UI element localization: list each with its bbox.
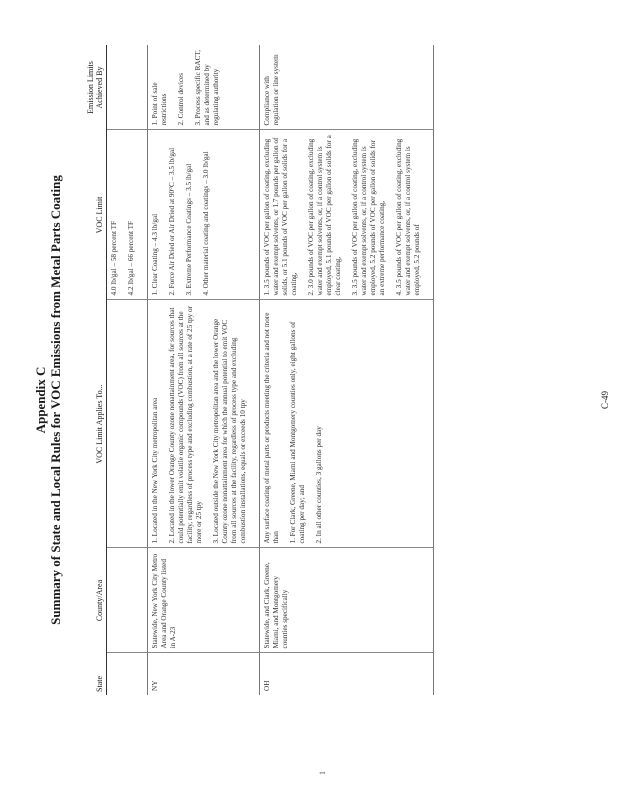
cell-list-item: 4.0 lb/gal – 58 percent TF xyxy=(110,220,118,296)
cell-achieved-by xyxy=(148,45,260,130)
cell-list-item: 1. For Clark, Greene, Miami and Montgomery counties only, eight gallons of coating per day; and xyxy=(289,321,306,544)
cell-applies-to xyxy=(260,300,434,548)
cell-list-item: 3. Located outside the New York City metropolitan area and the lower Orange County ozone nonattainment area for which the annual potential to emit VOC from all sources at the facility, regardless of process type and excluding combustion installations, equals or exceeds 10 tpy xyxy=(212,318,247,544)
cell-list-item: 2. Control devices xyxy=(177,73,185,126)
header-voc-limit: VOC Limit xyxy=(68,130,107,300)
cell-list-item: 2. In all other counties, 3 gallons per day xyxy=(315,426,323,544)
cell-voc-limit xyxy=(148,130,260,300)
cell-list-item: 3. 3.5 pounds of VOC per gallon of coating, excluding water and exempt solvents, or, if a control system is employed, 5.2 pounds of VOC per gallon of solids for an extreme performance coating, xyxy=(351,138,386,296)
cell-achieved-by xyxy=(107,45,148,130)
cell-list-item: 3. Process specific RACT, and as determined by regulating authority xyxy=(194,49,220,126)
cell-list-item: 2. Force Air Dried or Air Dried at 90°C – 3.5 lb/gal xyxy=(168,147,176,296)
voc-rules-table xyxy=(68,45,434,695)
cell-applies-to xyxy=(148,300,260,548)
header-achieved-by: Emission Limits Achieved By xyxy=(68,45,107,130)
cell-applies-to xyxy=(107,300,148,548)
header-applies-to: VOC Limit Applies To... xyxy=(68,300,107,548)
cell-list-item: 3. Extreme Performance Coatings – 3.5 lb/gal xyxy=(185,163,193,296)
cell-achieved-by xyxy=(260,45,434,130)
cell-state xyxy=(107,653,148,695)
header-county-area: County/Area xyxy=(68,548,107,653)
cell-list-item: 1. Point of sale restrictions xyxy=(151,82,168,126)
cell-list-item: 4. 3.5 pounds of VOC per gallon of coating, excluding water and exempt solvents, or, if a control system is employed, 5.2 pounds of xyxy=(395,138,421,296)
table-body xyxy=(107,45,434,695)
cell-list-item: 1. Located in the New York City metropolitan area xyxy=(151,397,159,544)
cell-list-item: 1. 3.5 pounds of VOC per gallon of coating, excluding water and exempt solvents, or 1.7 pounds per gallon of solids, or 5.1 pounds of VOC per gallon of solids for a coating, xyxy=(263,137,298,296)
cell-county-area: Statewide, and Clark, Greene, Miami, and Montgomery counties specifically xyxy=(260,548,434,653)
cell-list-item: Any surface coating of metal parts or products meeting the criteria and not more than xyxy=(263,312,280,544)
cell-list-item: 4.2 lb/gal – 66 percent TF xyxy=(127,220,135,296)
cell-county-area xyxy=(107,548,148,653)
header-state: State xyxy=(68,653,107,695)
cell-state: NY xyxy=(148,653,260,695)
table-row xyxy=(148,45,260,695)
table-header-row xyxy=(68,45,107,695)
table-row xyxy=(107,45,148,695)
cell-list-item: 1. Clear Coating – 4.3 lb/gal xyxy=(151,213,159,296)
cell-list-item: Compliance with regulation or line system xyxy=(263,54,280,126)
cell-voc-limit xyxy=(260,130,434,300)
page-number: C-49 xyxy=(600,391,610,409)
appendix-subtitle: Summary of State and Local Rules for VOC Emissions from Metal Parts Coating xyxy=(48,175,63,625)
cell-list-item: 4. Other material coating and coatings – 3.0 lb/gal xyxy=(202,151,210,296)
cell-state: OH xyxy=(260,653,434,695)
margin-mark: 1 xyxy=(318,771,327,775)
appendix-title: Appendix C xyxy=(33,366,48,434)
table-row xyxy=(260,45,434,695)
cell-list-item: 2. Located in the lower Orange County ozone nonattainment area, for sources that could potentially emit volatile organic compounds (VOC) from all sources at the facility, regardless of process type and excluding combustion, at a rate of 25 tpy or more or 25 tpy xyxy=(168,306,203,544)
cell-list-item: 2. 3.0 pounds of VOC per gallon of coating, excluding water and exempt solvents, or, if a control system is employed, 5.1 pounds of VOC per gallon of solids for a clear coating, xyxy=(307,135,342,296)
cell-county-area: Statewide, New York City Metro Area and Orange County listed in A-23 xyxy=(148,548,260,653)
cell-voc-limit xyxy=(107,130,148,300)
